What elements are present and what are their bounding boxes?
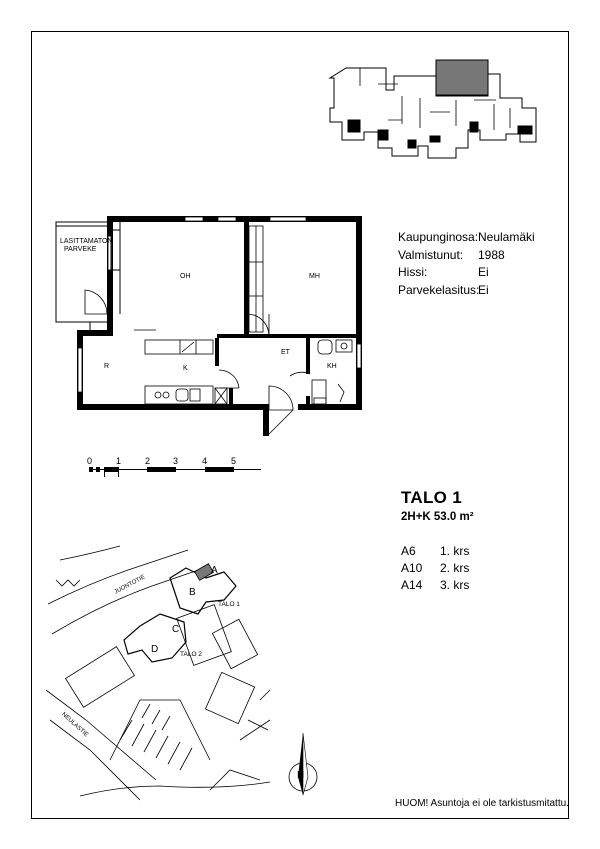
room-k: K	[183, 365, 188, 372]
map-label-b: B	[189, 587, 196, 598]
building-title: TALO 1	[401, 488, 462, 507]
unit-id: A6	[401, 544, 416, 558]
info-key: Parvekelasitus:	[398, 282, 480, 297]
map-label-talo1: TALO 1	[218, 601, 240, 608]
unit-floor: 3. krs	[440, 578, 470, 592]
apartment-plan	[56, 216, 362, 436]
room-et: ET	[281, 349, 290, 356]
room-mh: MH	[309, 273, 320, 280]
balcony-label: LASITTAMATON	[60, 238, 113, 245]
scale-bar	[89, 467, 261, 477]
unit-floor: 1. krs	[440, 544, 470, 558]
info-value: Neulamäki	[478, 230, 535, 244]
room-r: R	[104, 363, 110, 370]
info-key: Valmistunut:	[398, 247, 464, 262]
balcony-label-2: PARVEKE	[64, 246, 97, 253]
disclaimer-note: HUOM! Asuntoja ei ole tarkistusmitattu.	[395, 798, 569, 809]
scale-label-2: 2	[145, 456, 151, 466]
info-key: Kaupunginosa:	[398, 230, 479, 244]
scale-label-3: 3	[173, 456, 179, 466]
map-road-juontotie: JUONTOTIE	[113, 574, 147, 596]
room-kh: KH	[327, 363, 337, 370]
apartment-size: 2H+K 53.0 m²	[401, 511, 474, 523]
info-value: Ei	[478, 265, 489, 279]
info-value: 1988	[478, 247, 505, 262]
unit-floor: 2. krs	[440, 561, 470, 575]
scale-label-0: 0	[87, 456, 93, 466]
info-value: Ei	[478, 282, 489, 297]
map-road-neulastie: NEULASTIE	[60, 711, 90, 739]
key-plan	[330, 60, 536, 158]
unit-id: A10	[401, 561, 423, 575]
room-oh: OH	[180, 273, 191, 280]
map-label-talo2: TALO 2	[180, 651, 202, 658]
unit-id: A14	[401, 578, 423, 592]
unit-list	[401, 543, 469, 594]
scale-label-5: 5	[231, 456, 237, 466]
map-label-c: C	[172, 624, 180, 635]
scale-label-4: 4	[202, 456, 208, 466]
site-map	[46, 546, 270, 800]
scale-label-1: 1	[116, 456, 122, 466]
north-arrow	[289, 733, 317, 795]
map-label-a: A	[211, 565, 218, 576]
info-key: Hissi:	[398, 265, 428, 279]
property-info	[398, 229, 535, 299]
north-label: N	[297, 770, 305, 781]
map-label-d: D	[151, 644, 159, 655]
